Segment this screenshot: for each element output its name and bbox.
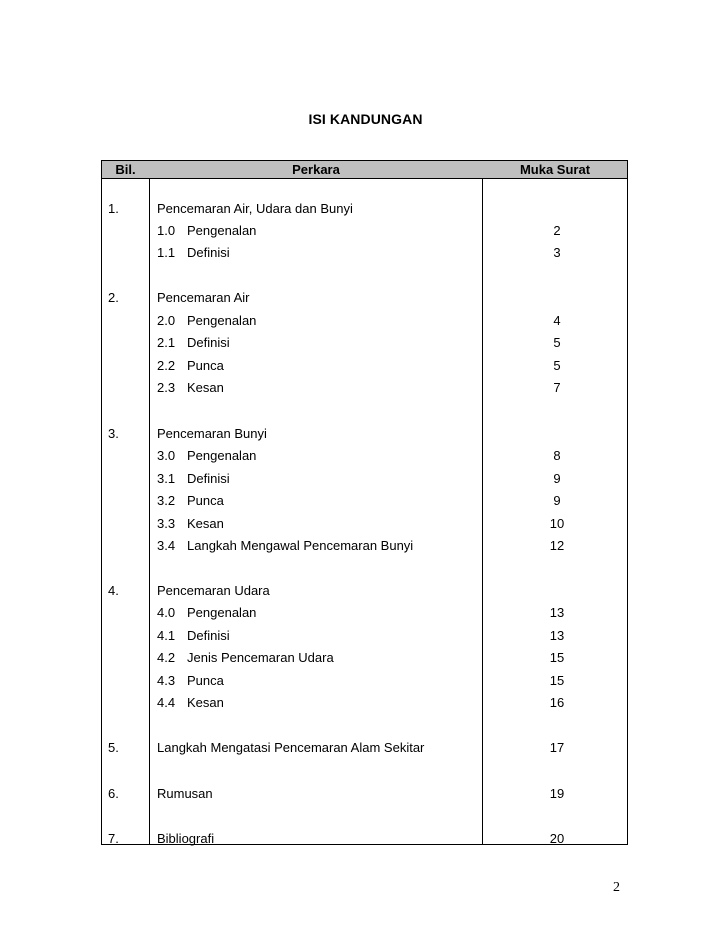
page-ref: 2 xyxy=(553,223,561,238)
header-bil: Bil. xyxy=(115,162,136,177)
subsection-number: 4.4 xyxy=(157,695,176,710)
subsection-title: Jenis Pencemaran Udara xyxy=(187,650,334,665)
subsection-row xyxy=(102,604,627,622)
page-ref: 19 xyxy=(549,786,565,801)
section-row xyxy=(102,830,627,848)
section-number: 3. xyxy=(108,426,119,441)
section-title: Pencemaran Air xyxy=(157,290,250,305)
subsection-title: Punca xyxy=(187,358,224,373)
page-ref: 9 xyxy=(553,471,561,486)
subsection-number: 3.3 xyxy=(157,516,176,531)
subsection-number: 2.0 xyxy=(157,313,176,328)
subsection-row xyxy=(102,649,627,667)
section-title: Pencemaran Bunyi xyxy=(157,426,267,441)
table-header xyxy=(102,161,627,179)
subsection-number: 1.0 xyxy=(157,223,176,238)
subsection-row xyxy=(102,694,627,712)
page-ref: 15 xyxy=(549,650,565,665)
page-ref: 5 xyxy=(553,358,561,373)
subsection-row xyxy=(102,244,627,262)
page-ref: 5 xyxy=(553,335,561,350)
subsection-title: Definisi xyxy=(187,628,230,643)
page-ref: 17 xyxy=(549,740,565,755)
section-row xyxy=(102,200,627,218)
subsection-row xyxy=(102,447,627,465)
subsection-row xyxy=(102,379,627,397)
section-row xyxy=(102,289,627,307)
page-ref: 15 xyxy=(549,673,565,688)
section-number: 4. xyxy=(108,583,119,598)
subsection-number: 2.2 xyxy=(157,358,176,373)
page-ref: 16 xyxy=(549,695,565,710)
page-ref: 13 xyxy=(549,605,565,620)
page-ref: 7 xyxy=(553,380,561,395)
subsection-number: 3.4 xyxy=(157,538,176,553)
table-of-contents xyxy=(101,160,628,845)
section-title: Pencemaran Udara xyxy=(157,583,270,598)
subsection-title: Pengenalan xyxy=(187,605,257,620)
subsection-row xyxy=(102,222,627,240)
subsection-row xyxy=(102,537,627,555)
page-ref: 10 xyxy=(549,516,565,531)
section-title: Rumusan xyxy=(157,786,213,801)
subsection-number: 3.2 xyxy=(157,493,176,508)
page-number: 2 xyxy=(613,880,620,895)
subsection-number: 4.2 xyxy=(157,650,176,665)
section-title: Bibliografi xyxy=(157,831,215,846)
subsection-title: Definisi xyxy=(187,245,230,260)
header-perkara: Perkara xyxy=(292,162,340,177)
subsection-row xyxy=(102,312,627,330)
subsection-title: Definisi xyxy=(187,335,230,350)
page-ref: 3 xyxy=(553,245,561,260)
section-row xyxy=(102,582,627,600)
subsection-row xyxy=(102,334,627,352)
subsection-number: 4.0 xyxy=(157,605,176,620)
page-ref: 13 xyxy=(549,628,565,643)
subsection-title: Kesan xyxy=(187,695,224,710)
subsection-title: Pengenalan xyxy=(187,223,257,238)
subsection-number: 2.3 xyxy=(157,380,176,395)
page-ref: 20 xyxy=(549,831,565,846)
subsection-row xyxy=(102,470,627,488)
subsection-title: Definisi xyxy=(187,471,230,486)
subsection-number: 2.1 xyxy=(157,335,176,350)
section-number: 1. xyxy=(108,201,119,216)
section-title: Langkah Mengatasi Pencemaran Alam Sekitar xyxy=(157,740,425,755)
subsection-row xyxy=(102,515,627,533)
section-number: 7. xyxy=(108,831,119,846)
section-number: 2. xyxy=(108,290,119,305)
subsection-row xyxy=(102,357,627,375)
document-title: ISI KANDUNGAN xyxy=(308,111,423,127)
subsection-title: Kesan xyxy=(187,380,224,395)
subsection-row xyxy=(102,672,627,690)
subsection-number: 4.1 xyxy=(157,628,176,643)
page-ref: 4 xyxy=(553,313,561,328)
subsection-number: 3.0 xyxy=(157,448,176,463)
section-number: 6. xyxy=(108,786,119,801)
subsection-title: Langkah Mengawal Pencemaran Bunyi xyxy=(187,538,414,553)
subsection-row xyxy=(102,492,627,510)
subsection-title: Pengenalan xyxy=(187,313,257,328)
page-ref: 9 xyxy=(553,493,561,508)
subsection-title: Kesan xyxy=(187,516,224,531)
subsection-title: Pengenalan xyxy=(187,448,257,463)
page-ref: 12 xyxy=(549,538,565,553)
subsection-number: 3.1 xyxy=(157,471,176,486)
section-title: Pencemaran Air, Udara dan Bunyi xyxy=(157,201,353,216)
section-row xyxy=(102,785,627,803)
section-row xyxy=(102,739,627,757)
section-number: 5. xyxy=(108,740,119,755)
subsection-title: Punca xyxy=(187,493,224,508)
header-muka-surat: Muka Surat xyxy=(519,162,591,177)
section-row xyxy=(102,425,627,443)
subsection-number: 4.3 xyxy=(157,673,176,688)
subsection-title: Punca xyxy=(187,673,224,688)
subsection-number: 1.1 xyxy=(157,245,176,260)
subsection-row xyxy=(102,627,627,645)
page-ref: 8 xyxy=(553,448,561,463)
